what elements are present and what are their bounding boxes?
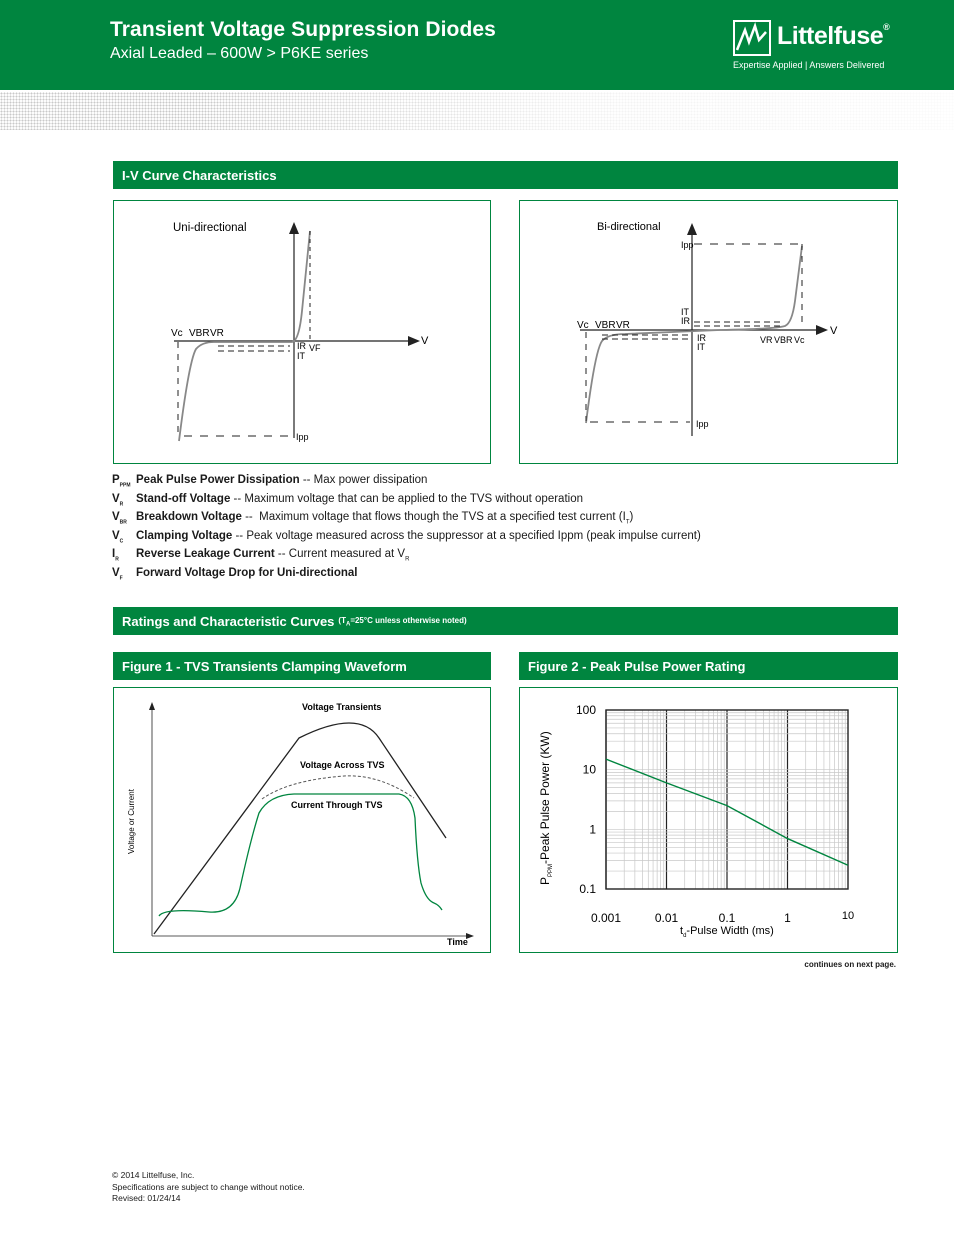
bi-vc-right-label: Vc bbox=[794, 335, 805, 345]
ratings-title: Ratings and Characteristic Curves bbox=[122, 613, 335, 629]
legend-term: Clamping Voltage bbox=[136, 529, 233, 542]
page-title: Transient Voltage Suppression Diodes bbox=[110, 18, 496, 41]
uni-v-label: V bbox=[421, 335, 429, 347]
logo-tagline: Expertise Applied | Answers Delivered bbox=[733, 60, 885, 70]
figure2-chart bbox=[520, 688, 897, 952]
continues-note: continues on next page. bbox=[804, 960, 896, 969]
bi-iv-curve bbox=[520, 201, 897, 463]
bi-y-arrow-icon bbox=[687, 223, 697, 235]
figure1-waveform bbox=[114, 688, 490, 952]
littelfuse-mark-icon bbox=[733, 20, 773, 58]
current-through-tvs-curve bbox=[159, 794, 442, 916]
voltage-across-label: Voltage Across TVS bbox=[300, 760, 385, 770]
legend-desc: -- Peak voltage measured across the suppressor at a specified Ippm (peak impulse current) bbox=[232, 529, 701, 542]
legend-symbol: $V_C$ bbox=[112, 529, 124, 545]
fig2-y-tick-label: 1 bbox=[589, 822, 596, 837]
littelfuse-logo bbox=[733, 20, 903, 74]
uni-vf-label: VF bbox=[309, 343, 321, 353]
uni-x-arrow-icon bbox=[408, 336, 420, 346]
fig2-x-tick-label: 0.001 bbox=[590, 911, 622, 925]
legend-desc: -- Current measured at $V_R$ bbox=[274, 548, 410, 563]
legend-symbol: $V_F$ bbox=[112, 566, 123, 582]
notice: Specifications are subject to change without notice. bbox=[112, 1181, 305, 1192]
figure1-title: Figure 1 - TVS Transients Clamping Waveform bbox=[113, 652, 491, 680]
ratings-note: ($T_A=25^\circ C$ unless otherwise noted) bbox=[338, 616, 467, 628]
legend-term: Stand-off Voltage bbox=[136, 492, 231, 505]
uni-ipp-label: Ipp bbox=[296, 432, 309, 442]
section-title-ratings bbox=[113, 607, 898, 635]
bi-vbr-label: VBR bbox=[595, 320, 616, 331]
legend-row bbox=[112, 511, 912, 530]
legend-symbol: $I_R$ bbox=[112, 548, 119, 563]
legend-row bbox=[112, 530, 912, 549]
legend-row bbox=[112, 493, 912, 512]
bi-ipp-top-label: Ipp bbox=[681, 240, 694, 250]
legend-desc: -- Max power dissipation bbox=[299, 474, 428, 486]
legend-desc: -- Maximum voltage that flows though the TVS at a specified test current $(I_T)$ bbox=[241, 511, 634, 526]
page-footer bbox=[112, 1170, 305, 1205]
page-subtitle: Axial Leaded – 600W > P6KE series bbox=[110, 45, 369, 62]
fig2-x-tick-label: 0.1 bbox=[718, 911, 736, 925]
bi-vbr-right-label: VBR bbox=[774, 335, 793, 345]
figure1-panel bbox=[113, 687, 491, 953]
figure2-panel bbox=[519, 687, 898, 953]
bi-ir-label: IR bbox=[697, 333, 706, 343]
fig2-y-tick-label: 10 bbox=[582, 762, 596, 777]
uni-iv-curve bbox=[114, 201, 490, 463]
fig2-y-tick-label: 100 bbox=[575, 703, 596, 717]
bi-vr-right-label: VR bbox=[760, 335, 773, 345]
fig2-y-tick-label: 0.1 bbox=[579, 882, 596, 896]
bi-vc-label: Vc bbox=[577, 320, 589, 331]
voltage-transient-curve bbox=[154, 723, 446, 934]
uni-vr-label: VR bbox=[210, 328, 224, 339]
logo-reg: ® bbox=[883, 22, 890, 32]
bi-directional-panel bbox=[519, 200, 898, 464]
bi-it-label: IT bbox=[697, 342, 705, 352]
fig2-y-axis-label: $P_{PPM}$-Peak Pulse Power (KW) bbox=[538, 731, 554, 885]
fig2-x-tick-label: 10 bbox=[841, 910, 855, 922]
fig2-x-tick-label: 0.01 bbox=[654, 911, 679, 925]
fig2-x-axis-label: $t_d$-Pulse Width (ms) bbox=[680, 925, 774, 939]
voltage-transients-label: Voltage Transients bbox=[302, 702, 382, 712]
uni-directional-panel bbox=[113, 200, 491, 464]
current-through-label: Current Through TVS bbox=[291, 800, 383, 810]
logo-name: Littelfuse bbox=[777, 22, 884, 50]
bi-ipp-bot-label: Ipp bbox=[696, 419, 709, 429]
uni-vbr-label: VBR bbox=[189, 328, 210, 339]
legend-row bbox=[112, 567, 912, 586]
fig1-y-arrow-icon bbox=[149, 702, 155, 710]
page-header bbox=[0, 0, 954, 90]
bi-ir-top-label: IR bbox=[681, 316, 690, 326]
legend-row bbox=[112, 474, 912, 493]
bi-it-top-label: IT bbox=[681, 307, 689, 317]
legend-symbol: $P_{PPM}$ bbox=[112, 474, 131, 489]
header-dot-pattern bbox=[0, 92, 954, 130]
uni-y-arrow-icon bbox=[289, 222, 299, 234]
legend-desc: -- Maximum voltage that can be applied to the TVS without operation bbox=[230, 492, 583, 505]
parameter-legend bbox=[112, 474, 912, 586]
section-title-iv: I-V Curve Characteristics bbox=[113, 161, 898, 189]
legend-term: Reverse Leakage Current bbox=[136, 548, 275, 561]
uni-ir-label: IR bbox=[297, 341, 306, 351]
legend-term: Peak Pulse Power Dissipation bbox=[136, 474, 300, 486]
legend-symbol: $V_{BR}$ bbox=[112, 511, 127, 526]
copyright: © 2014 Littelfuse, Inc. bbox=[112, 1170, 195, 1180]
fig1-x-axis-label: Time bbox=[447, 937, 468, 947]
bi-vr-label: VR bbox=[616, 320, 630, 331]
legend-term: Forward Voltage Drop for Uni-directional bbox=[136, 566, 358, 579]
bi-title: Bi-directional bbox=[597, 221, 661, 233]
uni-vc-label: Vc bbox=[171, 328, 183, 339]
bi-x-arrow-icon bbox=[816, 325, 828, 335]
legend-term: Breakdown Voltage bbox=[136, 511, 242, 524]
bi-v-label: V bbox=[830, 325, 838, 337]
figure2-title: Figure 2 - Peak Pulse Power Rating bbox=[519, 652, 898, 680]
legend-row bbox=[112, 548, 912, 567]
legend-symbol: $V_R$ bbox=[112, 492, 124, 507]
fig2-x-tick-label: 1 bbox=[784, 911, 791, 925]
uni-title: Uni-directional bbox=[173, 222, 247, 234]
fig1-y-axis-label: Voltage or Current bbox=[127, 789, 136, 854]
uni-it-label: IT bbox=[297, 351, 305, 361]
revised-date: Revised: 01/24/14 bbox=[112, 1193, 181, 1203]
